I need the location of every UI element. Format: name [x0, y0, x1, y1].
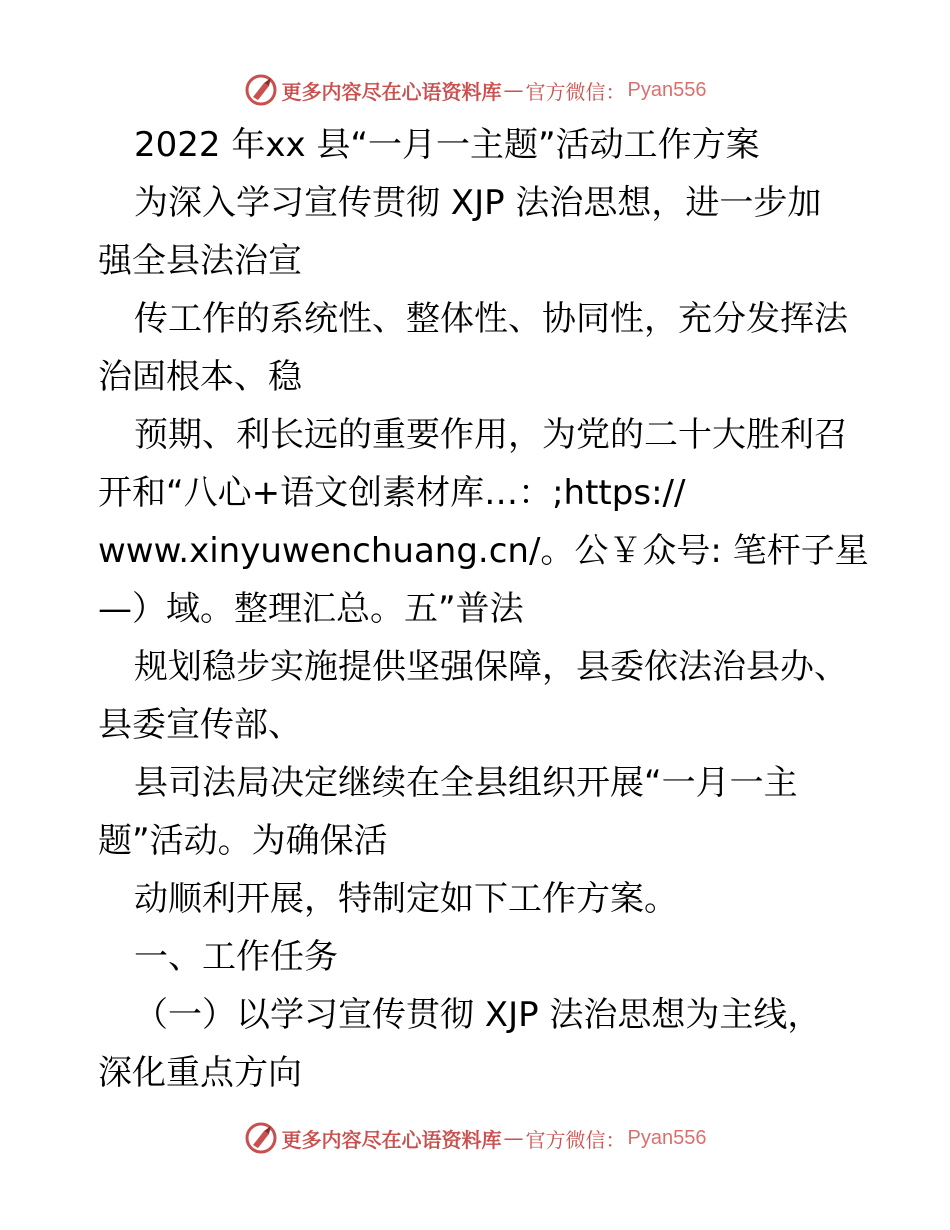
- paragraph-line: 开和“八心+语文创素材库…：;https://: [98, 473, 686, 513]
- paragraph-line: 题”活动。为确保活: [98, 821, 388, 861]
- paragraph-line: 强全县法治宣: [98, 241, 302, 281]
- section-heading: 一、工作任务: [134, 937, 338, 977]
- brand-logo-icon: [244, 1121, 278, 1155]
- header-separator: —: [503, 78, 524, 102]
- paragraph-line: 深化重点方向: [98, 1053, 302, 1093]
- brand-logo-icon: [244, 73, 278, 107]
- document-body: [98, 116, 869, 1102]
- paragraph-line: 县委宣传部、: [98, 705, 302, 745]
- subsection-heading: （一）以学习宣传贯彻 XJP 法治思想为主线，: [134, 995, 822, 1035]
- paragraph-line: 动顺利开展，特制定如下工作方案。: [134, 879, 678, 919]
- paragraph-line: 规划稳步实施提供坚强保障，县委依法治县办、: [134, 647, 848, 687]
- footer-brand-text: 更多内容尽在心语资料库: [281, 1127, 502, 1152]
- header-brand-text: 更多内容尽在心语资料库: [281, 79, 502, 104]
- paragraph-line: 传工作的系统性、整体性、协同性，充分发挥法: [134, 299, 848, 339]
- header-wechat-handle: Pyan556: [627, 78, 707, 101]
- paragraph-line: www.xinyuwenchuang.cn/。公￥众号: 笔杆子星: [98, 531, 869, 571]
- footer-wechat-label: 官方微信：: [525, 1127, 626, 1152]
- document-title: 2022 年xx 县“一月一主题”活动工作方案: [134, 125, 760, 165]
- paragraph-line: 预期、利长远的重要作用，为党的二十大胜利召: [134, 415, 848, 455]
- header-watermark-banner: [0, 70, 950, 110]
- footer-separator: —: [503, 1126, 524, 1150]
- paragraph-line: 县司法局决定继续在全县组织开展“一月一主: [134, 763, 798, 803]
- header-wechat-label: 官方微信：: [525, 79, 626, 104]
- paragraph-line: 为深入学习宣传贯彻 XJP 法治思想，进一步加: [134, 183, 822, 223]
- footer-wechat-handle: Pyan556: [627, 1126, 707, 1149]
- footer-watermark-banner: [0, 1118, 950, 1158]
- paragraph-line: 治固根本、稳: [98, 357, 302, 397]
- paragraph-line: —）域。整理汇总。五”普法: [98, 589, 524, 629]
